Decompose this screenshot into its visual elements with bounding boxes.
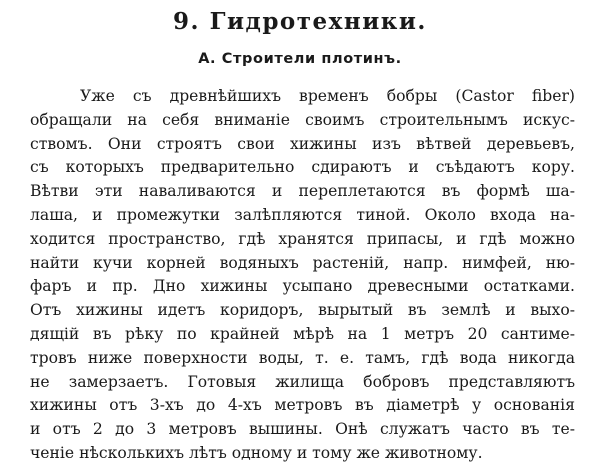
text-line: ходится пространство, гдѣ хранятся припасы, и гдѣ можно bbox=[30, 229, 575, 248]
text-line: дящій въ рѣку по крайней мѣрѣ на 1 метръ 20 сантиме- bbox=[30, 324, 575, 343]
text-line: обращали на себя вниманіе своимъ строительнымъ искус- bbox=[30, 110, 575, 129]
section-title: А. Строители плотинъ. bbox=[198, 51, 402, 67]
text-line: Уже съ древнѣйшихъ временъ бобры (Castor fiber) bbox=[80, 87, 575, 105]
text-line: съ которыхъ предварительно сдираютъ и съѣдаютъ кору. bbox=[30, 158, 575, 177]
text-line: найти кучи корней водяныхъ растеній, напр. нимфей, ню- bbox=[30, 253, 575, 272]
text-line: ствомъ. Они строятъ свои хижины изъ вѣтвей деревьевъ, bbox=[30, 134, 575, 153]
text-line: тровъ ниже поверхности воды, т. е. тамъ, гдѣ вода никогда bbox=[30, 348, 575, 367]
paragraph bbox=[30, 85, 575, 466]
text-line: лаша, и промежутки залѣпляются тиной. Около входа на- bbox=[30, 205, 575, 224]
text-line: хижины отъ 3-хъ до 4-хъ метровъ въ діаметрѣ у основанія bbox=[30, 396, 575, 415]
text-line: ченіе нѣсколькихъ лѣтъ одному и тому же животному. bbox=[30, 443, 483, 462]
text-line: Вѣтви эти наваливаются и переплетаются въ формѣ ша- bbox=[30, 182, 575, 201]
text-line: не замерзаетъ. Готовыя жилища бобровъ представляютъ bbox=[30, 372, 575, 391]
text-line: фаръ и пр. Дно хижины усыпано древесными остатками. bbox=[30, 277, 575, 296]
text-line: Отъ хижины идетъ коридоръ, вырытый въ землѣ и выхо- bbox=[30, 301, 575, 320]
chapter-title: 9. Гидротехники. bbox=[173, 8, 427, 35]
text-line: и отъ 2 до 3 метровъ вышины. Онѣ служатъ часто въ те- bbox=[30, 420, 575, 439]
